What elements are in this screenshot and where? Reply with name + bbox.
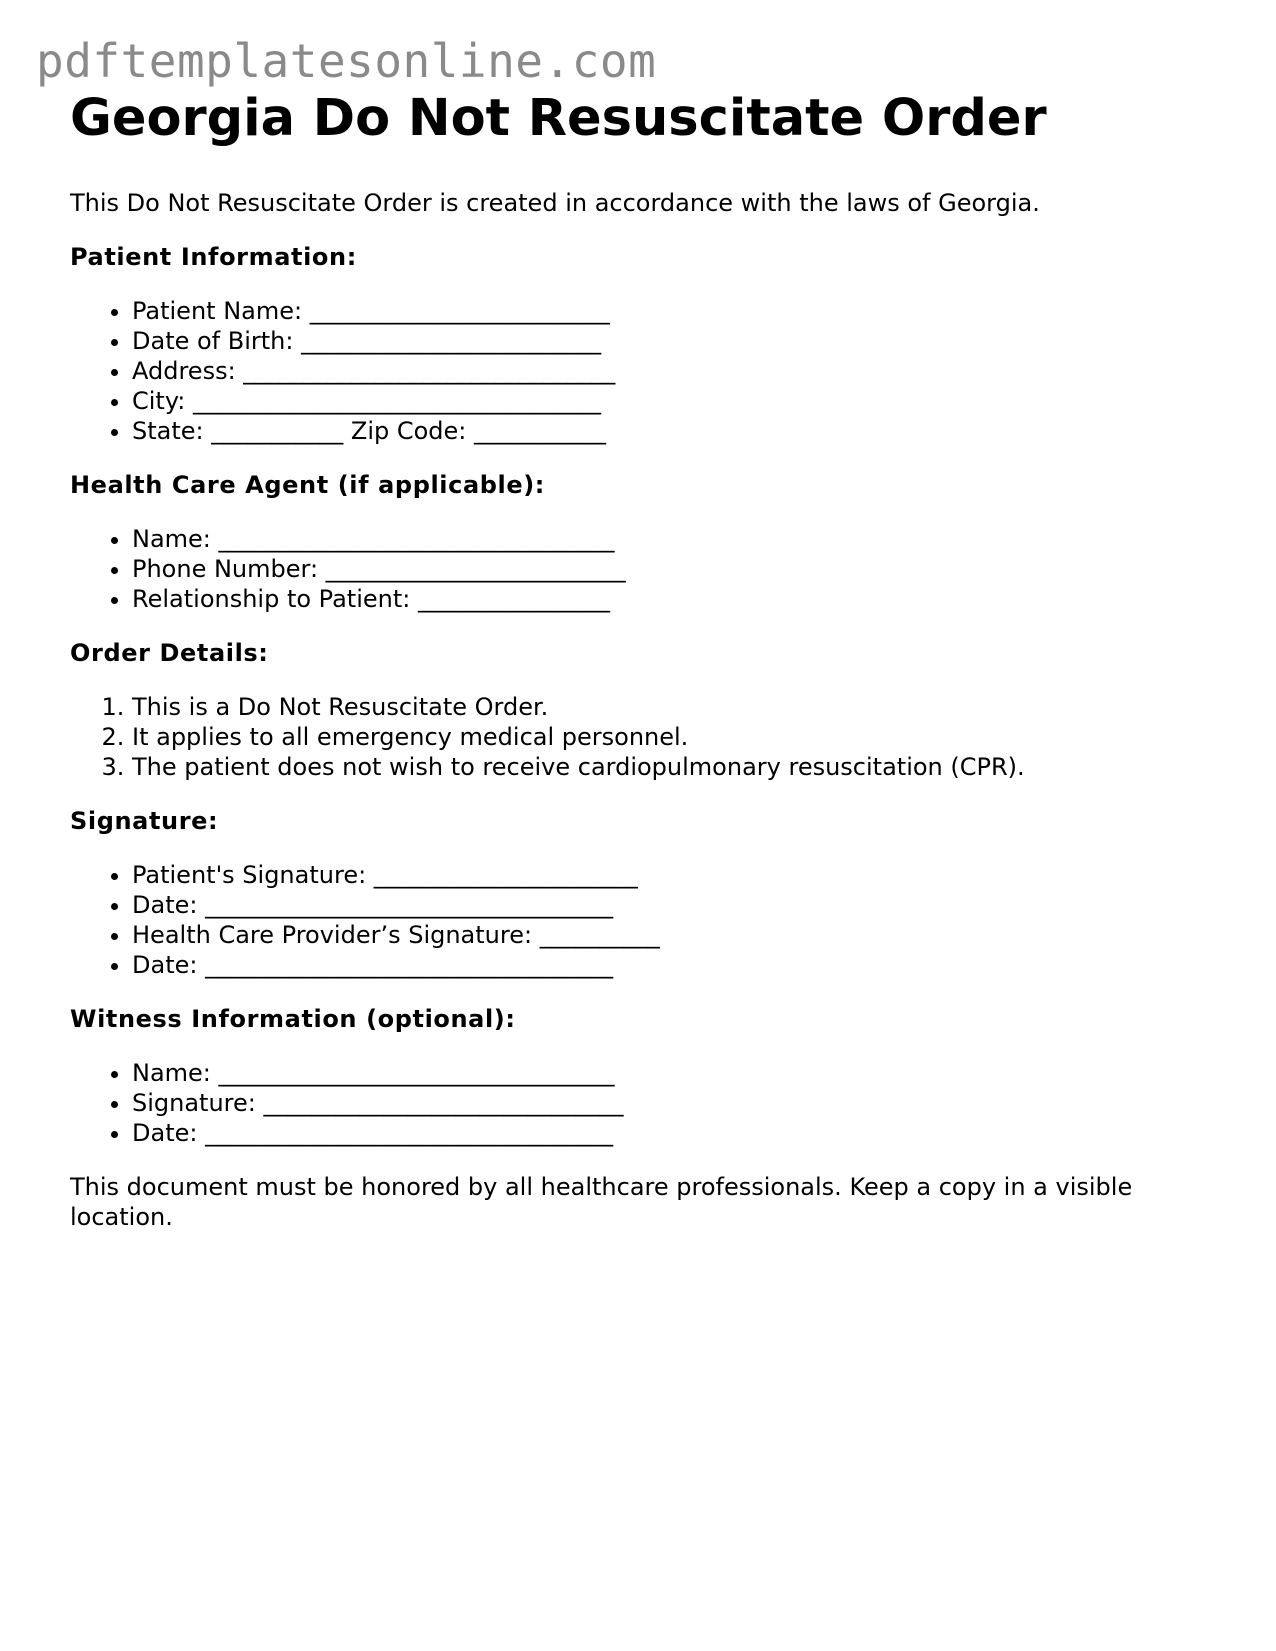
- order-detail-item: 2. It applies to all emergency medical personnel.: [132, 722, 1220, 752]
- order-detail-item: 3. The patient does not wish to receive cardiopulmonary resuscitation (CPR).: [132, 752, 1220, 782]
- order-detail-item: 1. This is a Do Not Resuscitate Order.: [132, 692, 1220, 722]
- watermark-text: pdftemplatesonline.com: [36, 34, 657, 88]
- city-field: • City: __________________________________: [132, 386, 1220, 416]
- agent-phone-field: • Phone Number: _________________________: [132, 554, 1220, 584]
- intro-paragraph: This Do Not Resuscitate Order is created in accordance with the laws of Georgia.: [70, 189, 1040, 217]
- witness-date-field: • Date: __________________________________: [132, 1118, 1220, 1148]
- state-zip-field: • State: ___________ Zip Code: ___________: [132, 416, 1220, 446]
- order-details-heading: Order Details:: [70, 639, 269, 667]
- patient-information-heading: Patient Information:: [70, 243, 357, 271]
- patient-signature-date-field: • Date: __________________________________: [132, 890, 1220, 920]
- agent-relationship-field: • Relationship to Patient: ________________: [132, 584, 1220, 614]
- agent-name-field: • Name: _________________________________: [132, 524, 1220, 554]
- witness-information-list: [70, 1058, 1220, 1148]
- witness-name-field: • Name: _________________________________: [132, 1058, 1220, 1088]
- witness-signature-field: • Signature: ______________________________: [132, 1088, 1220, 1118]
- patient-signature-field: • Patient's Signature: ______________________: [132, 860, 1220, 890]
- signature-heading: Signature:: [70, 807, 219, 835]
- provider-signature-field: • Health Care Provider’s Signature: __________: [132, 920, 1220, 950]
- document-body: [70, 88, 1220, 1232]
- patient-name-field: • Patient Name: _________________________: [132, 296, 1220, 326]
- health-care-agent-list: [70, 524, 1220, 614]
- document-title: Georgia Do Not Resuscitate Order: [70, 89, 1047, 148]
- witness-information-heading: Witness Information (optional):: [70, 1005, 516, 1033]
- date-of-birth-field: • Date of Birth: _________________________: [132, 326, 1220, 356]
- signature-list: [70, 860, 1220, 980]
- provider-signature-date-field: • Date: __________________________________: [132, 950, 1220, 980]
- order-details-list: [70, 692, 1220, 782]
- patient-information-list: [70, 296, 1220, 446]
- health-care-agent-heading: Health Care Agent (if applicable):: [70, 471, 545, 499]
- closing-paragraph: This document must be honored by all healthcare professionals. Keep a copy in a visible location.: [70, 1173, 1133, 1231]
- address-field: • Address: _______________________________: [132, 356, 1220, 386]
